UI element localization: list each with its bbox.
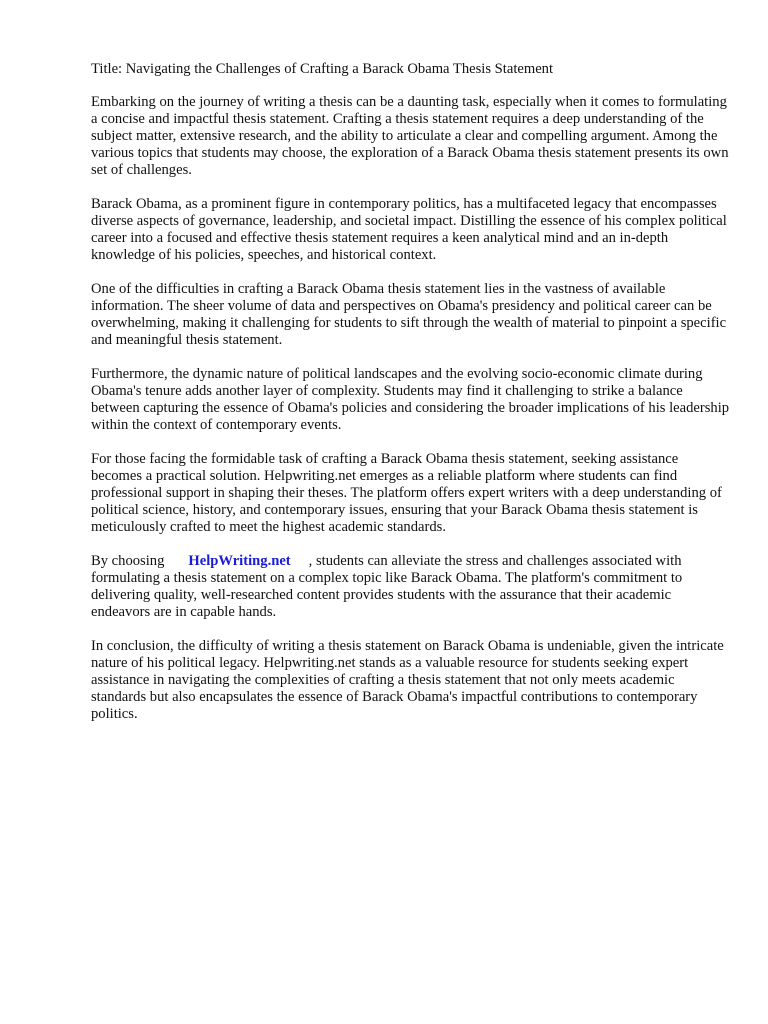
document-page	[91, 61, 731, 740]
paragraph-assistance: For those facing the formidable task of crafting a Barack Obama thesis statement, seeking assistance becomes a practical solution. Helpwriting.net emerges as a reliable platform where students can find professional support in shaping their theses. The platform offers expert writers with a deep understanding of political science, history, and contemporary issues, ensuring that your Barack Obama thesis statement is meticulously crafted to meet the highest academic standards.	[91, 451, 722, 535]
paragraph-difficulties: One of the difficulties in crafting a Barack Obama thesis statement lies in the vastness of available information. The sheer volume of data and perspectives on Obama's presidency and political career can be overwhelming, making it challenging for students to sift through the wealth of material to pinpoint a specific and meaningful thesis statement.	[91, 281, 727, 348]
paragraph-conclusion: In conclusion, the difficulty of writing a thesis statement on Barack Obama is undeniable, given the intricate nature of his political legacy. Helpwriting.net stands as a valuable resource for students seeking expert assistance in navigating the complexities of crafting a thesis statement that not only meets academic standards but also encapsulates the essence of Barack Obama's impactful contributions to contemporary politics.	[91, 638, 724, 722]
helpwriting-link[interactable]: HelpWriting.net	[188, 553, 291, 569]
document-title: Title: Navigating the Challenges of Crafting a Barack Obama Thesis Statement	[91, 61, 554, 77]
paragraph-intro: Embarking on the journey of writing a thesis can be a daunting task, especially when it comes to formulating a concise and impactful thesis statement. Crafting a thesis statement requires a deep understanding of the subject matter, extensive research, and the ability to articulate a clear and compelling argument. Among the various topics that students may choose, the exploration of a Barack Obama thesis statement presents its own set of challenges.	[91, 94, 729, 178]
paragraph-obama-legacy: Barack Obama, as a prominent figure in contemporary politics, has a multifaceted legacy that encompasses diverse aspects of governance, leadership, and societal impact. Distilling the essence of his complex political career into a focused and effective thesis statement requires a keen analytical mind and an in-depth knowledge of his policies, speeches, and historical context.	[91, 196, 727, 263]
paragraph-choosing	[91, 553, 731, 621]
choosing-text-after: , students can alleviate the stress and challenges associated with formulating a thesis statement on a complex topic like Barack Obama. The platform's commitment to delivering quality, well-researched content provides students with the assurance that their academic endeavors are in capable hands.	[91, 553, 683, 620]
choosing-text-before: By choosing	[91, 553, 165, 569]
paragraph-dynamic-nature: Furthermore, the dynamic nature of political landscapes and the evolving socio-economic climate during Obama's tenure adds another layer of complexity. Students may find it challenging to strike a balance between capturing the essence of Obama's policies and considering the broader implications of his leadership within the context of contemporary events.	[91, 366, 730, 433]
